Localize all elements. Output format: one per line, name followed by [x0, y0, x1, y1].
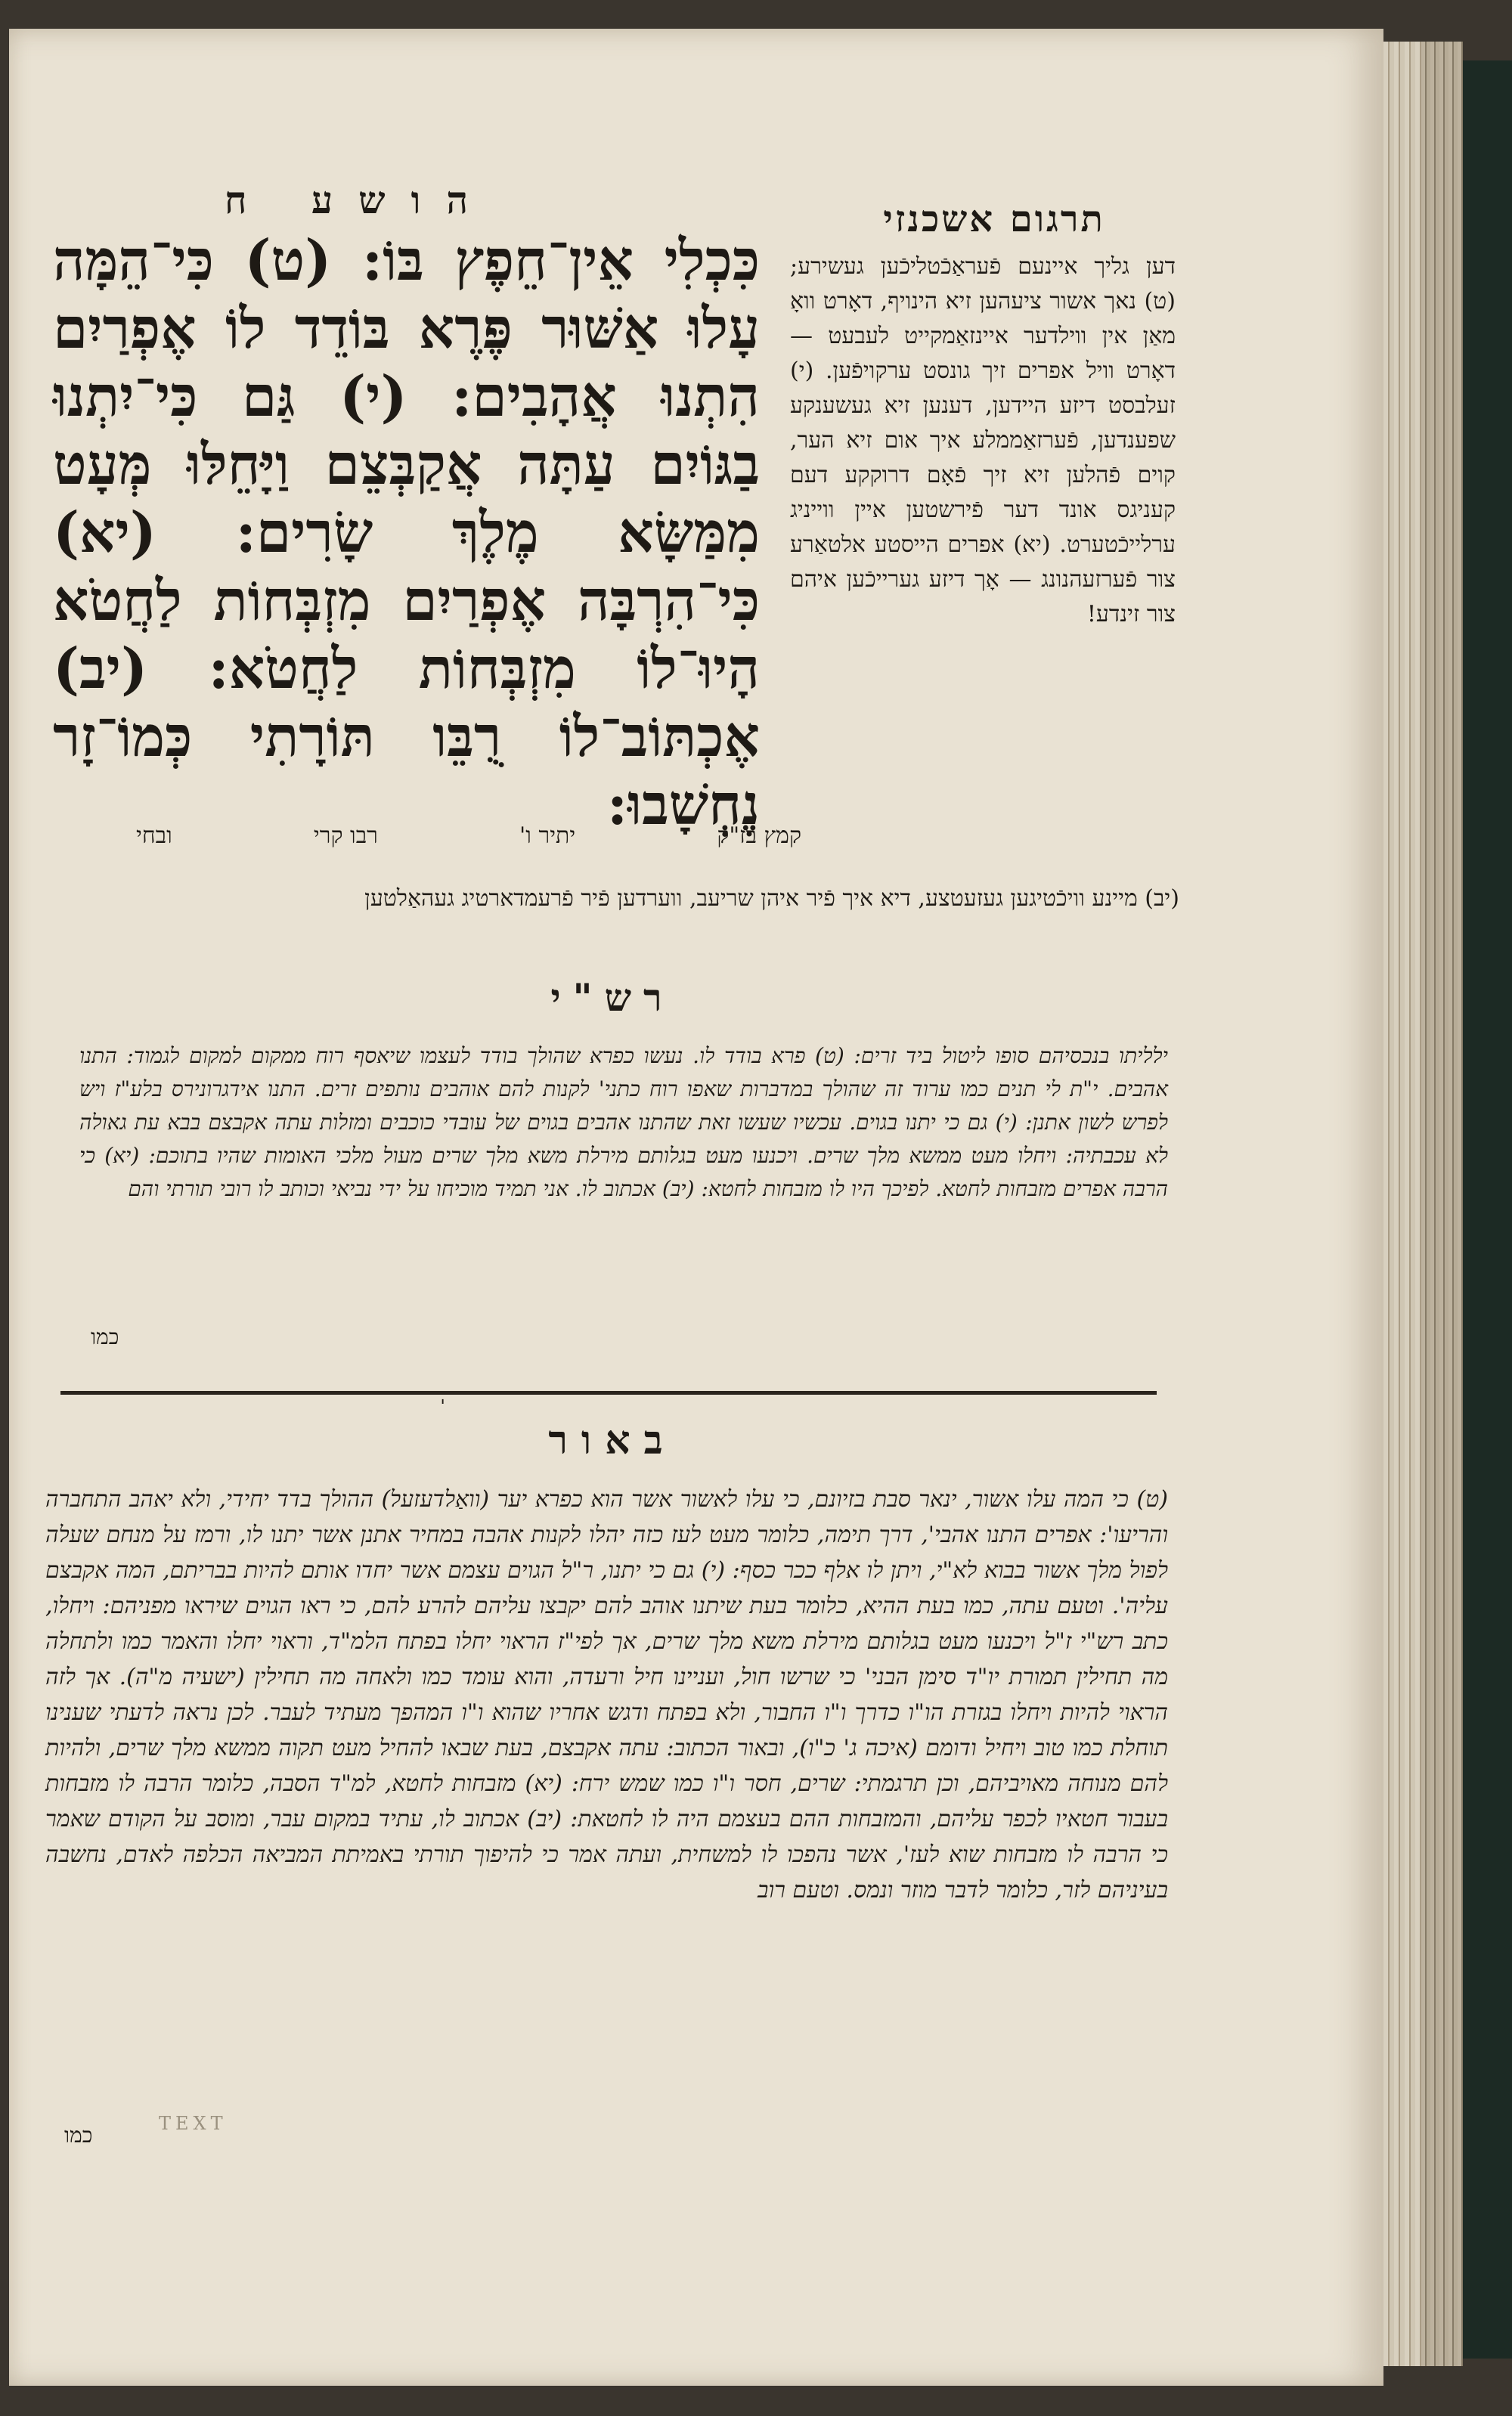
targum-heading: תרגום אשכנזי: [883, 198, 1105, 240]
page-edges: [1383, 42, 1421, 2366]
qeri-note: קמץ בז"ק: [717, 822, 801, 849]
qeri-notes: [136, 822, 801, 849]
book-binding: [1463, 60, 1512, 2359]
rashi-catchword: כמו: [91, 1324, 119, 1349]
page-edges-back: [1421, 42, 1463, 2366]
biur-catchword: כמו: [64, 2123, 93, 2148]
biur-commentary: (ט) כי המה עלו אשור, ינאר סבת בזיונם, כי עלו לאשור אשר הוא כפרא יער (וואַלדעזעל) ההולך בדד יחידי, ולא יאהב התחברה והריעו': אפרים התנו אהבי', דרך תימה, כלומר מעט לעז כזה יהלו לקנות אהבה במחיר אתנן אשר יתנו לו, ורמז על מנחם שעלה לפול מלך אשור בבוא לא"י, ויתן לו אלף ככר כסף: (י) גם כי יתנו, ר"ל הגוים עצמם אשר יחדו אותם להיות בבריתם, המה אקבצם עליה'. וטעם עתה, כמו בעת ההיא, כלומר בעת שיתנו אוהב להם יקבצו עליהם להרע להם, כי ראו הגוים שיראו מפניהם: ויחלו, כתב רש"י ז"ל ויכנעו מעט בגלותם מירלת משא מלך שרים, אך לפי"ז הראוי יחלו בפתח הלמ"ד, וראוי יחלו והאמר כמו ולתחלה מה תחילין תמורת יו"ד סימן הבני' כי שרשו חול, ועניינו חיל ורעדה, והוא עומד כמו ולאחה מה תחילין (ישעיה מ"ה). אך לזה הראוי להיות ויחלו בגזרת הו"ו כדרך ו"ו החבור, ולא בפתח ודגש אחריו שהוא ו"ו המהפך מעתיד לעבר. לכן נראה לדעתי שענינו תוחלת כמו טוב ויחיל ודומם (איכה ג' כ"ו), ובאור הכתוב: עתה אקבצם, בעת שבאו להחיל מעט תקוה ממשא מלך שרים, ולהיות להם מנוחה מאויביהם, וכן תרגמתי: שרים, חסר ו"ו כמו שמש ירח: (יא) מזבחות לחטא, למ"ד הסבה, כלומר הרבה לו מזבחות בעבור חטאיו לכפר עליהם, והמזבחות ההם בעצמם היה לו לחטאת: (יב) אכתוב לו, עתיד במקום עבר, ומוסב על הקודם שאמר כי הרבה לו מזבחות שוא לעז', אשר נהפכו לו למשחית, ועתה אמר כי להיפוך תורתי באמיתת המביאה הכלפה לאדם, נחשבה בעיניהם לזר, כלומר לדבר מוזר ונמס. וטעם רוב: [45, 1486, 1168, 1903]
targum-last-line: (יב) מיינע וויכֿטיגען געזעטצע, דיא איך פֿיר איהן שריעב, ווערדען פֿיר פֿרעמדארטיג געהאַלטען: [364, 885, 1179, 912]
qeri-note: ובחי: [136, 822, 172, 849]
rashi-heading: רש"י: [550, 975, 674, 1020]
qeri-note: רבו קרי: [313, 822, 378, 849]
targum-text: דען גליך איינעם פֿעראַכֿטליכֿען געשירע; (ט) נאך אשור ציעהען זיא הינויף, דאָרט וואָ מאַן אין ווילדער איינזאַמקייט לעבעט — דאָרט וויל אפרים זיך גונסט ערקויפֿען. (י) זעלבסט דיזע היידען, דענען זיא געשענקע שפענדען, פֿערזאַממלע איך אום זיא הער, קוים פֿהלען זיא זיך פֿאָם דרוקקע דעם קעניגס אונד דער פֿירשטען איין ווייניג ערלייכֿטערט. (יא) אפרים הייסטע אלטאַרע צור פֿערזעהנונג — אָך דיזע גערייכֿען איהם צור זינדע!: [790, 253, 1176, 627]
hebrew-verse-text: כִּכְלִי אֵין־חֵפֶץ בּוֹ: (ט) כִּי־הֵמָּה עָלוּ אַשּׁוּר פֶּרֶא בּוֹדֵד לוֹ אֶפְרַיִם הִתְנוּ אֲהָבִים: (י) גַּם כִּי־יִתְנוּ בַגּוֹיִם עַתָּה אֲקַבְּצֵם וַיָּחֵלּוּ מְּעָט מִמַּשָּׂא מֶלֶךְ שָׂרִים: (יא) כִּי־הִרְבָּה אֶפְרַיִם מִזְבְּחוֹת לַחֲטֹא הָיוּ־לוֹ מִזְבְּחוֹת לַחֲטֹא: (יב) אֶכְתּוֹב־לוֹ רֻבֵּו תּוֹרָתִי כְּמוֹ־זָר נֶחְשָׁבוּ:: [53, 228, 760, 838]
qeri-note: יתיר ו': [519, 822, 576, 849]
section-divider: [60, 1391, 1157, 1395]
rashi-commentary: ילליתו בנכסיהם סופו ליטול ביד זרים: (ט) פרא בודד לו. נעשו כפרא שהולך בודד לעצמו שיאסף רוח ממקום למקום לגמוד: התנו אהבים. י"ת לי תנים כמו ערוד זה שהולך במדברות שאפו רוח כתני' לקנות להם אוהבים נותפים זרים. התנו אידגרונירס בלע"ז ויש לפרש לשון אתנן: (י) גם כי יתנו בגוים. עכשיו שעשו זאת שהתנו אהבים בגוים של עובדי כוכבים ומזלות עתה אקבצם בבא עת גאולה לא עכבתיה: ויחלו מעט ממשא מלך שרים. ויכנעו מעט בגלותם מירלת משא מלך שרים מעול מלכי האומות שהיו בתוכם: (יא) כי הרבה אפרים מזבחות לחטא. לפיכך היו לו מזבחות לחטא: (יב) אכתוב לו. אני תמיד מוכיחו על ידי נביאי וכותב לו רובי תורתי והם: [79, 1043, 1168, 1201]
biur-heading: באור: [548, 1417, 677, 1464]
divider-mark: ˈ: [440, 1397, 446, 1420]
running-head: הושע ח: [224, 178, 494, 222]
faint-stamp: TEXT: [159, 2113, 228, 2134]
